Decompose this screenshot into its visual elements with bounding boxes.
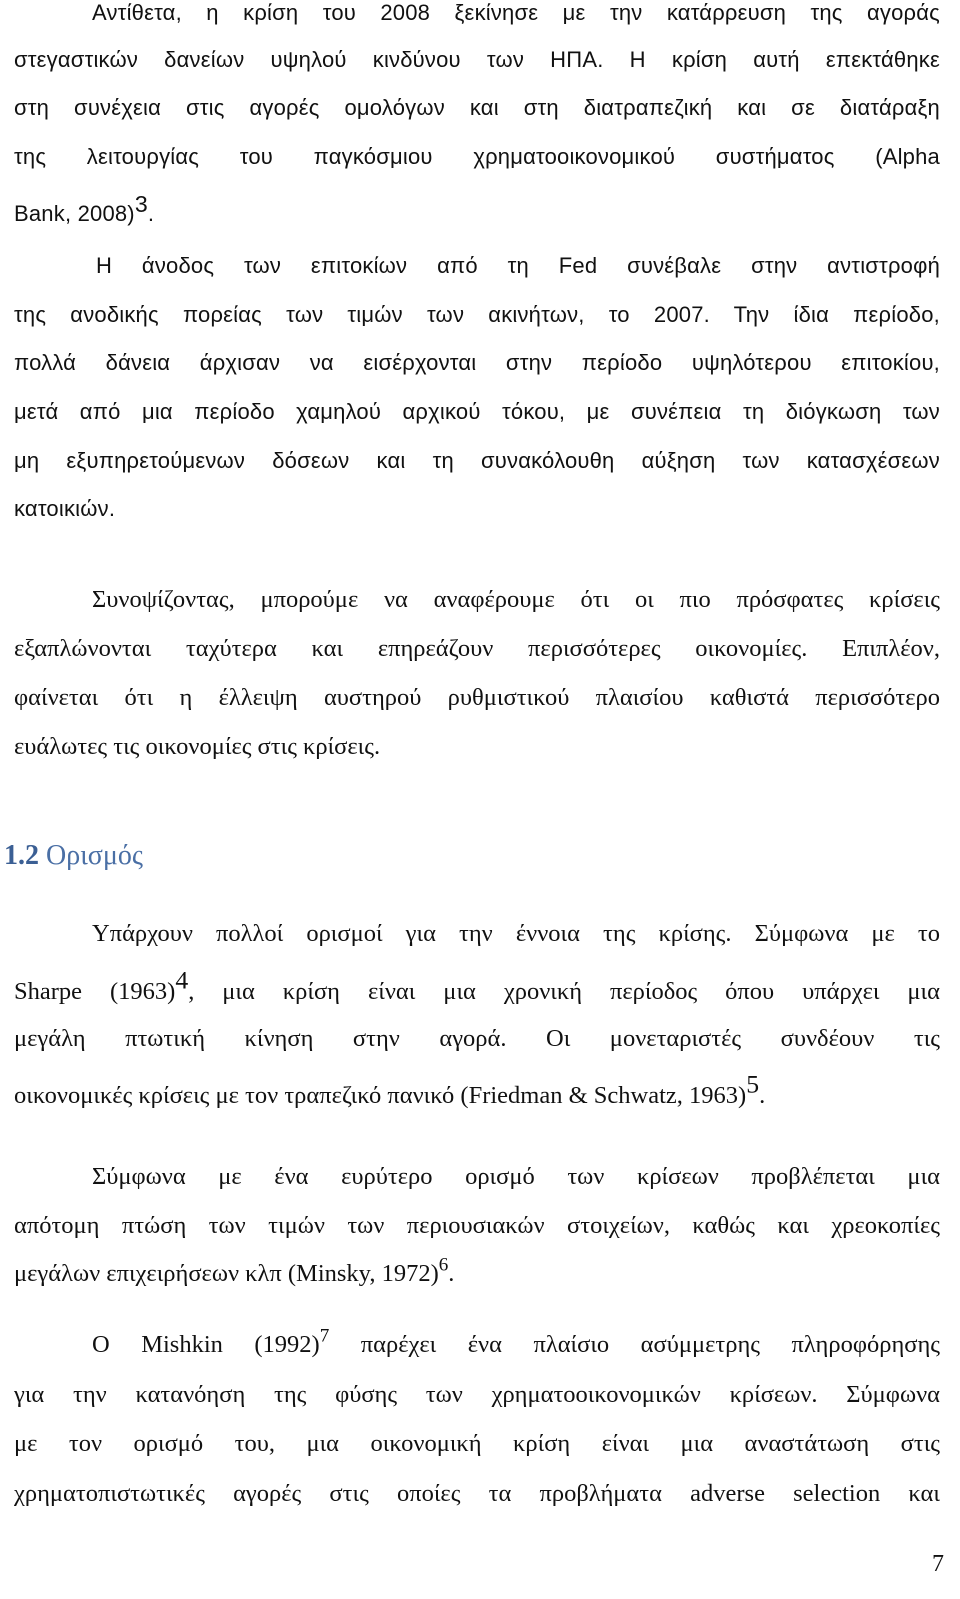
fed-line-2: της ανοδικής πορείας των τιμών των ακινήτων, το 2007. Την ίδια περίοδο, <box>14 302 940 327</box>
section-number: 1.2 <box>4 840 39 871</box>
summary-line-4: ευάλωτες τις οικονομίες στις κρίσεις. <box>14 733 381 760</box>
friedman-citation: οικονομικές κρίσεις με τον τραπεζικό πανικό (Friedman & Schwatz, 1963) <box>14 1082 747 1109</box>
intro-line-2: στεγαστικών δανείων υψηλού κινδύνου των ΗΠΑ. Η κρίση αυτή επεκτάθηκε <box>14 47 940 72</box>
intro-citation: Bank, 2008) <box>14 201 135 226</box>
mishkin-line-3: με τον ορισμό του, μια οικονομική κρίση είναι μια αναστάτωση στις <box>14 1430 940 1457</box>
broader-line-3 <box>14 1254 940 1290</box>
footnote-ref-3: 3 <box>134 190 148 217</box>
footnote-ref-7: 7 <box>319 1325 330 1347</box>
broader-period: . <box>448 1260 455 1287</box>
definitions-line-1: Υπάρχουν πολλοί ορισμοί για την έννοια της κρίσης. Σύμφωνα με το <box>92 920 940 947</box>
definitions-line-2-rest: , μια κρίση είναι μια χρονική περίοδος όπου υπάρχει μια <box>188 978 940 1005</box>
broader-line-1: Σύμφωνα με ένα ευρύτερο ορισμό των κρίσεων προβλέπεται μια <box>92 1163 940 1190</box>
definitions-period: . <box>759 1082 766 1109</box>
sharpe-citation: Sharpe (1963) <box>14 978 176 1005</box>
minsky-citation: μεγάλων επιχειρήσεων κλπ (Minsky, 1972) <box>14 1260 439 1287</box>
intro-line-5 <box>14 190 940 230</box>
summary-line-1: Συνοψίζοντας, μπορούμε να αναφέρουμε ότι οι πιο πρόσφατες κρίσεις <box>92 586 940 613</box>
mishkin-line-1-rest: παρέχει ένα πλαίσιο ασύμμετρης πληροφόρησης <box>329 1331 940 1358</box>
mishkin-citation: Ο Mishkin (1992) <box>92 1331 320 1358</box>
fed-line-5: μη εξυπηρετούμενων δόσεων και τη συνακόλουθη αύξηση των κατασχέσεων <box>14 448 940 473</box>
footnote-ref-5: 5 <box>746 1069 760 1099</box>
mishkin-line-2: για την κατανόηση της φύσης των χρηματοοικονομικών κρίσεων. Σύμφωνα <box>14 1381 940 1408</box>
broader-line-2: απότομη πτώση των τιμών των περιουσιακών στοιχείων, καθώς και χρεοκοπίες <box>14 1212 940 1239</box>
summary-line-2: εξαπλώνονται ταχύτερα και επηρεάζουν περισσότερες οικονομίες. Επιπλέον, <box>14 635 940 662</box>
intro-period: . <box>147 201 155 226</box>
footnote-ref-6: 6 <box>438 1254 449 1276</box>
fed-line-3: πολλά δάνεια άρχισαν να εισέρχονται στην περίοδο υψηλότερου επιτοκίου, <box>14 350 940 375</box>
fed-line-1: Η άνοδος των επιτοκίων από τη Fed συνέβαλε στην αντιστροφή <box>96 253 940 278</box>
intro-line-1: Αντίθετα, η κρίση του 2008 ξεκίνησε με την κατάρρευση της αγοράς <box>92 0 940 25</box>
fed-line-4: μετά από μια περίοδο χαμηλού αρχικού τόκου, με συνέπεια τη διόγκωση των <box>14 399 940 424</box>
definitions-line-3: μεγάλη πτωτική κίνηση στην αγορά. Οι μονεταριστές συνδέουν τις <box>14 1025 940 1052</box>
footnote-ref-4: 4 <box>175 965 189 995</box>
intro-line-3: στη συνέχεια στις αγορές ομολόγων και στη διατραπεζική και σε διατάραξη <box>14 95 940 120</box>
definitions-line-4 <box>14 1069 940 1112</box>
section-title: Ορισμός <box>46 840 143 871</box>
mishkin-line-4: χρηματοπιστωτικές αγορές στις οποίες τα προβλήματα adverse selection και <box>14 1480 940 1507</box>
summary-line-3: φαίνεται ότι η έλλειψη αυστηρού ρυθμιστικού πλαισίου καθιστά περισσότερο <box>14 684 940 711</box>
section-heading <box>4 838 143 874</box>
mishkin-line-1 <box>92 1325 940 1361</box>
fed-line-6: κατοικιών. <box>14 496 116 521</box>
intro-line-4: της λειτουργίας του παγκόσμιου χρηματοοικονομικού συστήματος (Alpha <box>14 144 940 169</box>
page-number: 7 <box>932 1551 944 1577</box>
definitions-line-2 <box>14 965 940 1008</box>
